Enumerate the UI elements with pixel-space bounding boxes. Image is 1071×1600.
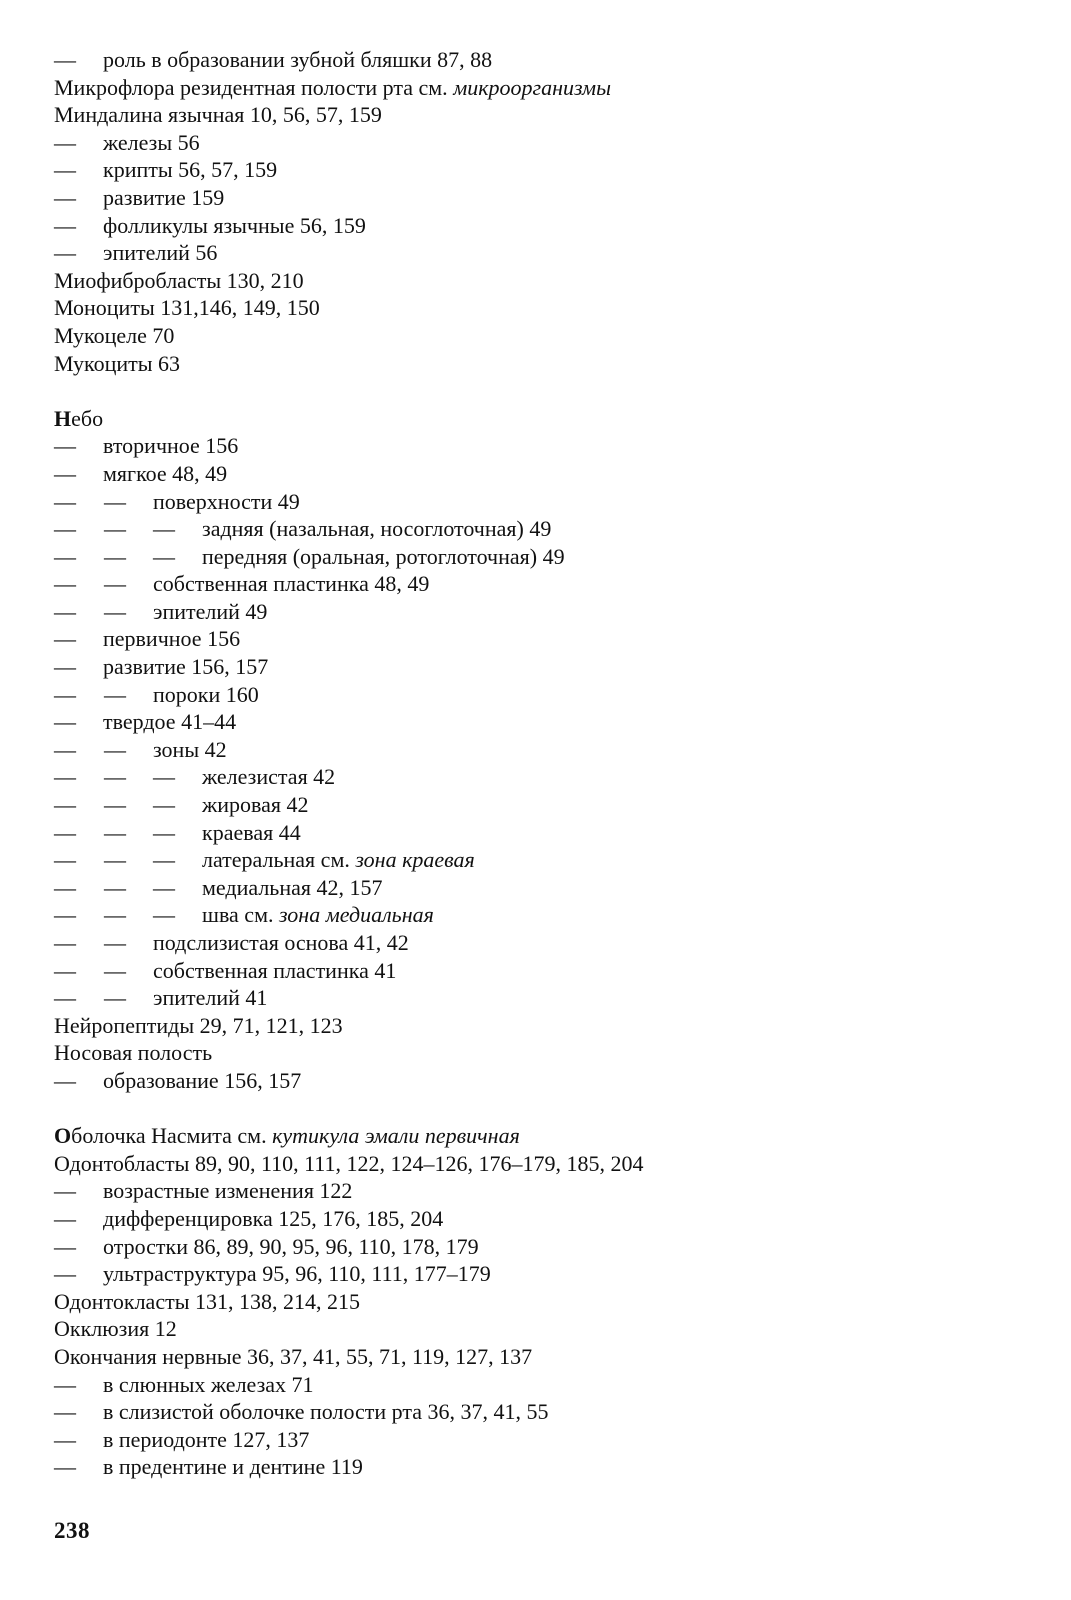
level-dash: — [54,902,76,928]
entry-term: собственная пластинка 41 [153,957,397,983]
index-entry [54,1122,1034,1150]
cross-reference: микроорганизмы [453,74,611,100]
index-subentry [54,1371,1034,1399]
level-dash: — [54,129,76,155]
entry-term: Миндалина язычная 10, 56, 57, 159 [54,102,382,128]
entry-term: роль в образовании зубной бляшки 87, 88 [103,47,493,72]
entry-term: Нейропептиды 29, 71, 121, 123 [54,1012,343,1038]
index-subentry [54,598,1034,626]
level-dash: — [54,930,76,955]
entry-term: Одонтокласты 131, 138, 214, 215 [54,1288,360,1314]
entry-term: Окончания нервные 36, 37, 41, 55, 71, 119, 127, 137 [54,1343,533,1369]
level-dash: — [153,764,175,790]
level-dash: — [54,157,76,183]
entry-text [153,681,259,709]
entry-term: Мукоциты 63 [54,350,181,376]
entry-text [153,488,300,516]
index-subentry [54,653,1034,681]
entry-text [103,239,217,267]
entry-text [103,1453,363,1481]
entry-term: вторичное 156 [103,433,239,459]
entry-text [103,1233,479,1261]
index-entry [54,1039,1034,1067]
index-subentry [54,763,1034,791]
level-dash: — [104,902,126,928]
cross-reference: кутикула эмали первичная [272,1123,520,1149]
index-subentry [54,1067,1034,1095]
index-entry [54,1012,1034,1040]
entry-term: первичное 156 [103,626,241,652]
entry-text [103,1426,309,1454]
entry-text [103,460,227,488]
entry-term: зоны 42 [153,736,227,762]
entry-term: эпителий 56 [103,240,218,266]
entry-text [103,1205,443,1233]
index-subentry [54,46,1034,74]
level-dash: — [54,240,76,266]
index-subentry [54,957,1034,985]
entry-text [202,515,551,543]
level-dash: — [54,543,76,569]
index-entry [54,350,1034,378]
index-entry [54,294,1034,322]
entry-term: мягкое 48, 49 [103,460,228,486]
index-subentry [54,874,1034,902]
entry-text [103,653,268,681]
level-dash: — [54,957,76,983]
index-subentry [54,625,1034,653]
index-subentry [54,1205,1034,1233]
entry-term: отростки 86, 89, 90, 95, 96, 110, 178, 179 [103,1233,479,1259]
entry-term: ультраструктура 95, 96, 110, 111, 177–179 [103,1261,491,1287]
entry-term: дифференцировка 125, 176, 185, 204 [103,1205,444,1231]
index-entry [54,101,1034,129]
level-dash: — [104,985,126,1011]
index-subentry [54,1426,1034,1454]
entry-text [103,212,366,240]
entry-term: латеральная см. [202,847,356,873]
entry-term: медиальная 42, 157 [202,874,383,900]
index-subentry [54,708,1034,736]
level-dash: — [104,681,126,707]
page-number: 238 [54,1518,90,1543]
entry-term: образование 156, 157 [103,1067,302,1093]
level-dash: — [104,764,126,790]
entry-text [54,1288,360,1316]
index-subentry [54,212,1034,240]
entry-text [54,1343,532,1371]
level-dash: — [153,819,175,845]
index-subentry [54,129,1034,157]
entry-text [54,74,611,102]
index-subentry [54,846,1034,874]
entry-term: эпителий 41 [153,985,268,1011]
entry-text [103,46,492,74]
index-subentry [54,901,1034,929]
entry-term: развитие 156, 157 [103,654,269,680]
entry-term: задняя (назальная, носоглоточная) 49 [202,516,552,542]
entry-text [54,1315,177,1343]
level-dash: — [54,598,76,624]
level-dash: — [153,847,175,873]
level-dash: — [104,847,126,873]
entry-term: Миофибробласты 130, 210 [54,267,304,293]
index-subentry [54,1233,1034,1261]
entry-text [103,184,224,212]
entry-text [202,791,308,819]
level-dash: — [54,460,76,486]
entry-term: твердое 41–44 [103,709,237,735]
entry-text [54,1039,212,1067]
index-subentry [54,1177,1034,1205]
entry-text [103,1067,301,1095]
level-dash: — [54,1205,76,1231]
index-subentry [54,929,1034,957]
entry-term: Небо [54,405,104,431]
entry-text [103,129,200,157]
level-dash: — [104,819,126,845]
level-dash: — [104,516,126,542]
entry-term: Одонтобласты 89, 90, 110, 111, 122, 124–126, 176–179, 185, 204 [54,1150,644,1176]
entry-text [103,708,236,736]
entry-term: жировая 42 [202,792,309,818]
level-dash: — [153,516,175,542]
entry-term: железы 56 [103,129,200,155]
index-subentry [54,1398,1034,1426]
index-entry [54,1343,1034,1371]
index-entry [54,322,1034,350]
entry-text [103,432,238,460]
level-dash: — [104,874,126,900]
entry-text [54,322,174,350]
entry-text [103,625,240,653]
level-dash: — [54,626,76,652]
level-dash: — [54,985,76,1011]
entry-text [103,1371,314,1399]
level-dash: — [54,1178,76,1204]
entry-term: Окклюзия 12 [54,1316,177,1342]
level-dash: — [54,681,76,707]
index-entry [54,267,1034,295]
level-dash: — [54,736,76,762]
index-entries [54,46,1034,1481]
entry-text [153,570,429,598]
level-dash: — [153,874,175,900]
level-dash: — [54,1399,76,1425]
entry-text [54,405,103,433]
entry-text [103,156,277,184]
entry-term: поверхности 49 [153,488,300,514]
index-subentry [54,239,1034,267]
level-dash: — [54,1426,76,1452]
entry-term: собственная пластинка 48, 49 [153,571,430,597]
entry-text [153,736,227,764]
entry-term: в слизистой оболочке полости рта 36, 37, 41, 55 [103,1399,549,1425]
entry-term: возрастные изменения 122 [103,1178,353,1204]
index-entry [54,1150,1034,1178]
level-dash: — [54,764,76,790]
entry-text [153,929,409,957]
level-dash: — [153,792,175,818]
section-gap [54,1095,1034,1123]
entry-term: в слюнных железах 71 [103,1371,314,1397]
level-dash: — [54,571,76,597]
entry-term: передняя (оральная, ротоглоточная) 49 [202,543,565,569]
index-subentry [54,1453,1034,1481]
level-dash: — [104,543,126,569]
index-subentry [54,515,1034,543]
entry-term: в предентине и дентине 119 [103,1454,363,1480]
entry-term: подслизистая основа 41, 42 [153,930,409,955]
level-dash: — [54,874,76,900]
cross-reference: зона медиальная [279,902,434,928]
index-entry [54,1315,1034,1343]
entry-term: Оболочка Насмита см. [54,1123,273,1149]
index-entry [54,405,1034,433]
level-dash: — [54,1067,76,1093]
entry-text [202,543,565,571]
index-subentry [54,681,1034,709]
level-dash: — [54,792,76,818]
entry-text [54,350,180,378]
index-subentry [54,791,1034,819]
entry-text [202,763,335,791]
entry-term: крипты 56, 57, 159 [103,157,278,183]
level-dash: — [153,543,175,569]
entry-term: Микрофлора резидентная полости рта см. [54,74,454,100]
level-dash: — [54,1454,76,1480]
entry-text [54,1012,343,1040]
level-dash: — [54,709,76,735]
entry-term: фолликулы язычные 56, 159 [103,212,366,238]
entry-term: в периодонте 127, 137 [103,1426,310,1452]
entry-term: Носовая полость [54,1040,213,1066]
level-dash: — [54,654,76,680]
entry-term: краевая 44 [202,819,301,845]
section-gap [54,377,1034,405]
level-dash: — [54,184,76,210]
index-subentry [54,570,1034,598]
entry-text [153,957,396,985]
index-subentry [54,460,1034,488]
entry-term: эпителий 49 [153,598,268,624]
level-dash: — [104,736,126,762]
entry-text [202,846,475,874]
entry-text [54,1150,644,1178]
level-dash: — [54,847,76,873]
level-dash: — [54,1261,76,1287]
index-subentry [54,819,1034,847]
index-entry [54,74,1034,102]
index-subentry [54,432,1034,460]
entry-text [54,294,320,322]
entry-text [202,901,434,929]
entry-text [153,984,267,1012]
level-dash: — [54,819,76,845]
level-dash: — [104,930,126,955]
entry-text [153,598,267,626]
entry-text [103,1260,491,1288]
cross-reference: зона краевая [355,847,475,873]
level-dash: — [153,902,175,928]
level-dash: — [104,488,126,514]
entry-text [103,1398,549,1426]
entry-text [54,1122,520,1150]
level-dash: — [104,792,126,818]
level-dash: — [54,516,76,542]
level-dash: — [104,598,126,624]
entry-text [54,101,382,129]
level-dash: — [54,212,76,238]
index-entry [54,1288,1034,1316]
entry-term: шва см. [202,902,279,928]
level-dash: — [54,1233,76,1259]
entry-text [103,1177,352,1205]
entry-term: Моноциты 131,146, 149, 150 [54,295,320,321]
index-subentry [54,984,1034,1012]
entry-text [202,874,383,902]
level-dash: — [104,571,126,597]
entry-text [54,267,304,295]
index-subentry [54,156,1034,184]
index-subentry [54,184,1034,212]
level-dash: — [54,47,76,72]
entry-term: пороки 160 [153,681,259,707]
index-subentry [54,543,1034,571]
level-dash: — [54,433,76,459]
entry-term: Мукоцеле 70 [54,322,175,348]
index-subentry [54,736,1034,764]
index-subentry [54,1260,1034,1288]
entry-text [202,819,301,847]
index-subentry [54,488,1034,516]
level-dash: — [54,1371,76,1397]
level-dash: — [104,957,126,983]
entry-term: железистая 42 [202,764,336,790]
entry-term: развитие 159 [103,184,225,210]
level-dash: — [54,488,76,514]
